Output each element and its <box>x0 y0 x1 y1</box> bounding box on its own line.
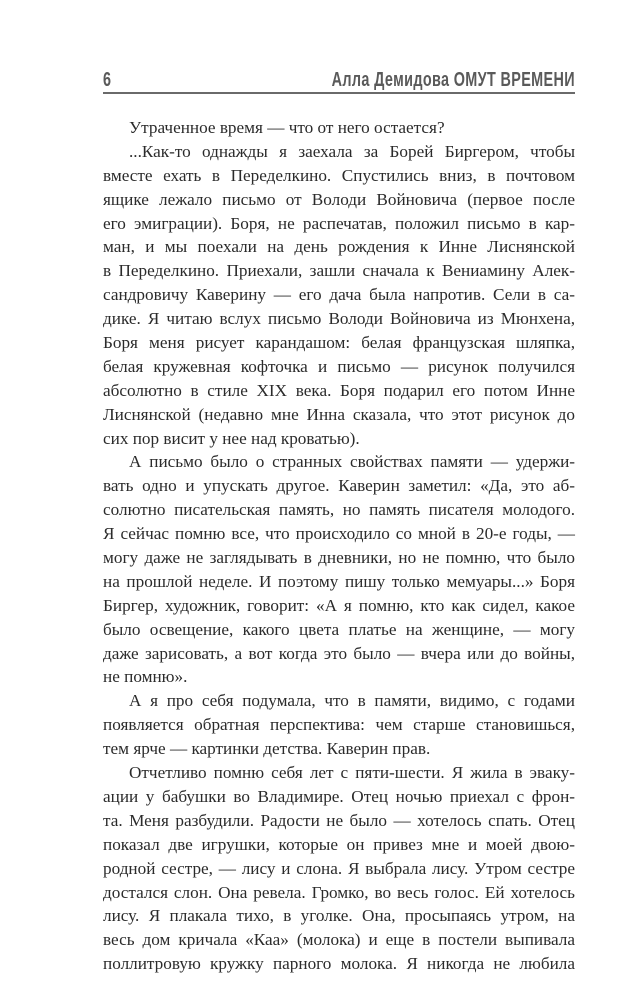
book-page <box>103 58 575 976</box>
text-line: А письмо было о странных свойствах памяти — удержи- <box>129 452 575 472</box>
text-line: Биргер, художник, говорит: «А я помню, кто как сидел, какое <box>103 595 575 615</box>
text-line: Боря меня рисует карандашом: белая французская шляпка, <box>103 333 575 353</box>
text-line: вместе ехать в Переделкино. Спустились вниз, в почтовом <box>103 165 575 185</box>
text-line: появляется обратная перспектива: чем старше становишься, <box>103 715 575 735</box>
text-line: на прошлой неделе. И поэтому пишу только мемуары...» Боря <box>103 571 575 591</box>
text-line: в Переделкино. Приехали, зашли сначала к Вениамину Алек- <box>103 261 575 281</box>
book-title: Алла Демидова ОМУТ ВРЕМЕНИ <box>331 69 575 91</box>
text-line: сандровичу Каверину — его дача была напротив. Сели в са- <box>103 285 575 305</box>
text-line: абсолютно в стиле XIX века. Боря подарил его потом Инне <box>103 380 575 400</box>
text-line: достался слон. Она ревела. Громко, во весь голос. Ей хотелось <box>103 882 575 902</box>
text-line: тем ярче — картинки детства. Каверин прав. <box>103 739 431 759</box>
text-line: ...Как-то однажды я заехала за Борей Биргером, чтобы <box>129 141 575 161</box>
text-line: даже зарисовать, а вот когда это было — вчера или до войны, <box>103 643 575 663</box>
text-line: солютно писательская память, но память писателя молодого. <box>103 500 575 520</box>
body-text <box>103 116 575 976</box>
text-line: ящике лежало письмо от Володи Войновича (первое после <box>103 189 575 209</box>
text-line: показал две игрушки, которые он привез мне и моей двою- <box>103 834 575 854</box>
text-line: могу даже не заглядывать в дневники, но не помню, что было <box>103 548 575 568</box>
page-number: 6 <box>103 69 112 91</box>
text-line: лису. Я плакала тихо, в уголке. Она, просыпаясь утром, на <box>103 906 575 926</box>
text-line: А я про себя подумала, что в памяти, видимо, с годами <box>129 691 575 711</box>
text-line: ман, и мы поехали на день рождения к Инне Лиснянской <box>103 237 575 257</box>
text-line: его эмиграции). Боря, не распечатав, положил письмо в кар- <box>103 213 575 233</box>
text-line: поллитровую кружку парного молока. Я никогда не любила <box>103 954 575 974</box>
text-line: весь дом кричала «Каа» (молока) и еще в постели выпивала <box>103 930 575 950</box>
text-line: Я сейчас помню все, что происходило со мной в 20-е годы, — <box>103 524 575 544</box>
text-line: Отчетливо помню себя лет с пяти-шести. Я жила в эваку- <box>129 763 575 783</box>
text-line: ации у бабушки во Владимире. Отец ночью приехал с фрон- <box>103 786 575 806</box>
text-line: дике. Я читаю вслух письмо Володи Войновича из Мюнхена, <box>103 309 575 329</box>
running-head <box>103 58 575 94</box>
text-line: белая кружевная кофточка и письмо — рисунок получился <box>103 356 575 376</box>
text-line: Утраченное время — что от него остается? <box>129 118 445 137</box>
text-line: было освещение, какого цвета платье на женщине, — могу <box>103 619 575 639</box>
text-line: Лиснянской (недавно мне Инна сказала, что этот рисунок до <box>103 404 575 424</box>
text-line: та. Меня разбудили. Радости не было — хотелось спать. Отец <box>103 810 575 830</box>
text-line: вать одно и упускать другое. Каверин заметил: «Да, это аб- <box>103 476 575 496</box>
text-line: сих пор висит у нее над кроватью). <box>103 428 360 448</box>
text-line: родной сестре, — лису и слона. Я выбрала лису. Утром сестре <box>103 858 575 878</box>
text-line: не помню». <box>103 667 188 687</box>
